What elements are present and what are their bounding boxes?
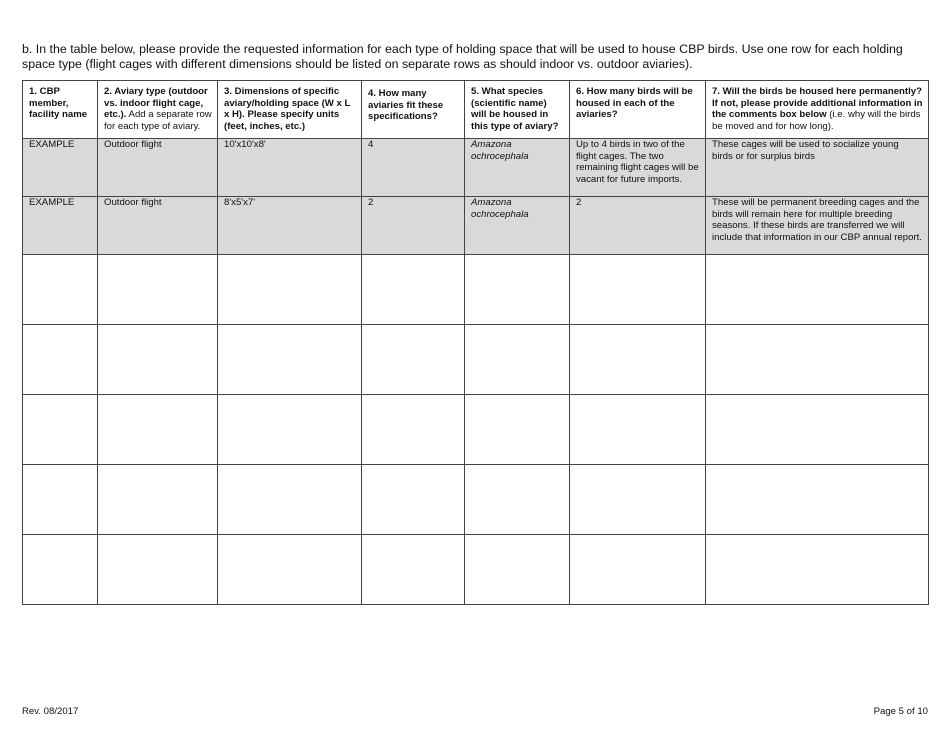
revision-label: Rev. 08/2017	[22, 706, 79, 717]
entry-cell[interactable]	[706, 255, 929, 325]
example-count: 2	[368, 197, 374, 208]
example-member: EXAMPLE	[29, 139, 75, 150]
entry-cell[interactable]	[23, 465, 98, 535]
entry-cell[interactable]	[362, 325, 465, 395]
entry-cell[interactable]	[98, 535, 218, 605]
entry-cell[interactable]	[23, 535, 98, 605]
header-aviary-type: 2. Aviary type (outdoor vs. indoor flight cage, etc.). Add a separate row for each type of aviary.	[98, 81, 218, 139]
example-row	[23, 197, 929, 255]
entry-cell[interactable]	[570, 255, 706, 325]
header-bird-count: 6. How many birds will be housed in each of the aviaries?	[570, 81, 706, 139]
example-birds: Up to 4 birds in two of the flight cages. The two remaining flight cages will be vacant for future imports.	[576, 139, 699, 185]
entry-cell[interactable]	[98, 395, 218, 465]
example-species: Amazona ochrocephala	[471, 197, 529, 220]
entry-cell[interactable]	[23, 255, 98, 325]
example-row	[23, 139, 929, 197]
entry-cell[interactable]	[362, 395, 465, 465]
entry-cell[interactable]	[218, 325, 362, 395]
entry-cell[interactable]	[465, 535, 570, 605]
entry-cell[interactable]	[362, 255, 465, 325]
instructions-text: b. In the table below, please provide the requested information for each type of holding space that will be used to house CBP birds. Use one row for each holding space type (flight cages with different dimensions should be listed on separate rows as should indoor vs. outdoor aviaries).	[22, 42, 903, 71]
entry-cell[interactable]	[23, 325, 98, 395]
holding-space-table	[22, 80, 929, 605]
entry-cell[interactable]	[570, 465, 706, 535]
entry-row	[23, 255, 929, 325]
header-member: 1. CBP member, facility name	[23, 81, 98, 139]
entry-cell[interactable]	[218, 255, 362, 325]
entry-row	[23, 535, 929, 605]
example-dimensions: 8'x5'x7'	[224, 197, 256, 208]
entry-cell[interactable]	[23, 395, 98, 465]
entry-row	[23, 465, 929, 535]
header-aviary-count: 4. How many aviaries fit these specifications?	[362, 81, 465, 139]
entry-cell[interactable]	[706, 395, 929, 465]
example-permanent: These will be permanent breeding cages and the birds will remain here for multiple breeding seasons. If these birds are transferred we will include that information in our CBP annual report.	[712, 197, 922, 243]
entry-cell[interactable]	[706, 535, 929, 605]
example-aviary-type: Outdoor flight	[104, 197, 162, 208]
entry-cell[interactable]	[706, 325, 929, 395]
example-species: Amazona ochrocephala	[471, 139, 529, 162]
entry-cell[interactable]	[218, 395, 362, 465]
table-header-row	[23, 81, 929, 139]
header-permanent: 7. Will the birds be housed here permanently? If not, please provide additional information in the comments box below (i.e. why will the birds be moved and for how long).	[706, 81, 929, 139]
entry-cell[interactable]	[362, 535, 465, 605]
entry-cell[interactable]	[706, 465, 929, 535]
entry-cell[interactable]	[465, 465, 570, 535]
example-aviary-type: Outdoor flight	[104, 139, 162, 150]
entry-row	[23, 325, 929, 395]
entry-cell[interactable]	[570, 535, 706, 605]
entry-cell[interactable]	[98, 465, 218, 535]
header-species: 5. What species (scientific name) will be housed in this type of aviary?	[465, 81, 570, 139]
entry-cell[interactable]	[218, 465, 362, 535]
entry-row	[23, 395, 929, 465]
entry-cell[interactable]	[465, 395, 570, 465]
example-count: 4	[368, 139, 374, 150]
entry-cell[interactable]	[570, 325, 706, 395]
example-dimensions: 10'x10'x8'	[224, 139, 266, 150]
entry-cell[interactable]	[570, 395, 706, 465]
page-number: Page 5 of 10	[873, 706, 928, 717]
entry-cell[interactable]	[98, 255, 218, 325]
example-member: EXAMPLE	[29, 197, 75, 208]
entry-cell[interactable]	[98, 325, 218, 395]
entry-cell[interactable]	[465, 325, 570, 395]
entry-cell[interactable]	[465, 255, 570, 325]
example-birds: 2	[576, 197, 582, 208]
entry-cell[interactable]	[218, 535, 362, 605]
example-permanent: These cages will be used to socialize young birds or for surplus birds	[712, 139, 899, 162]
header-dimensions: 3. Dimensions of specific aviary/holding space (W x L x H). Please specify units (feet, inches, etc.)	[218, 81, 362, 139]
entry-cell[interactable]	[362, 465, 465, 535]
